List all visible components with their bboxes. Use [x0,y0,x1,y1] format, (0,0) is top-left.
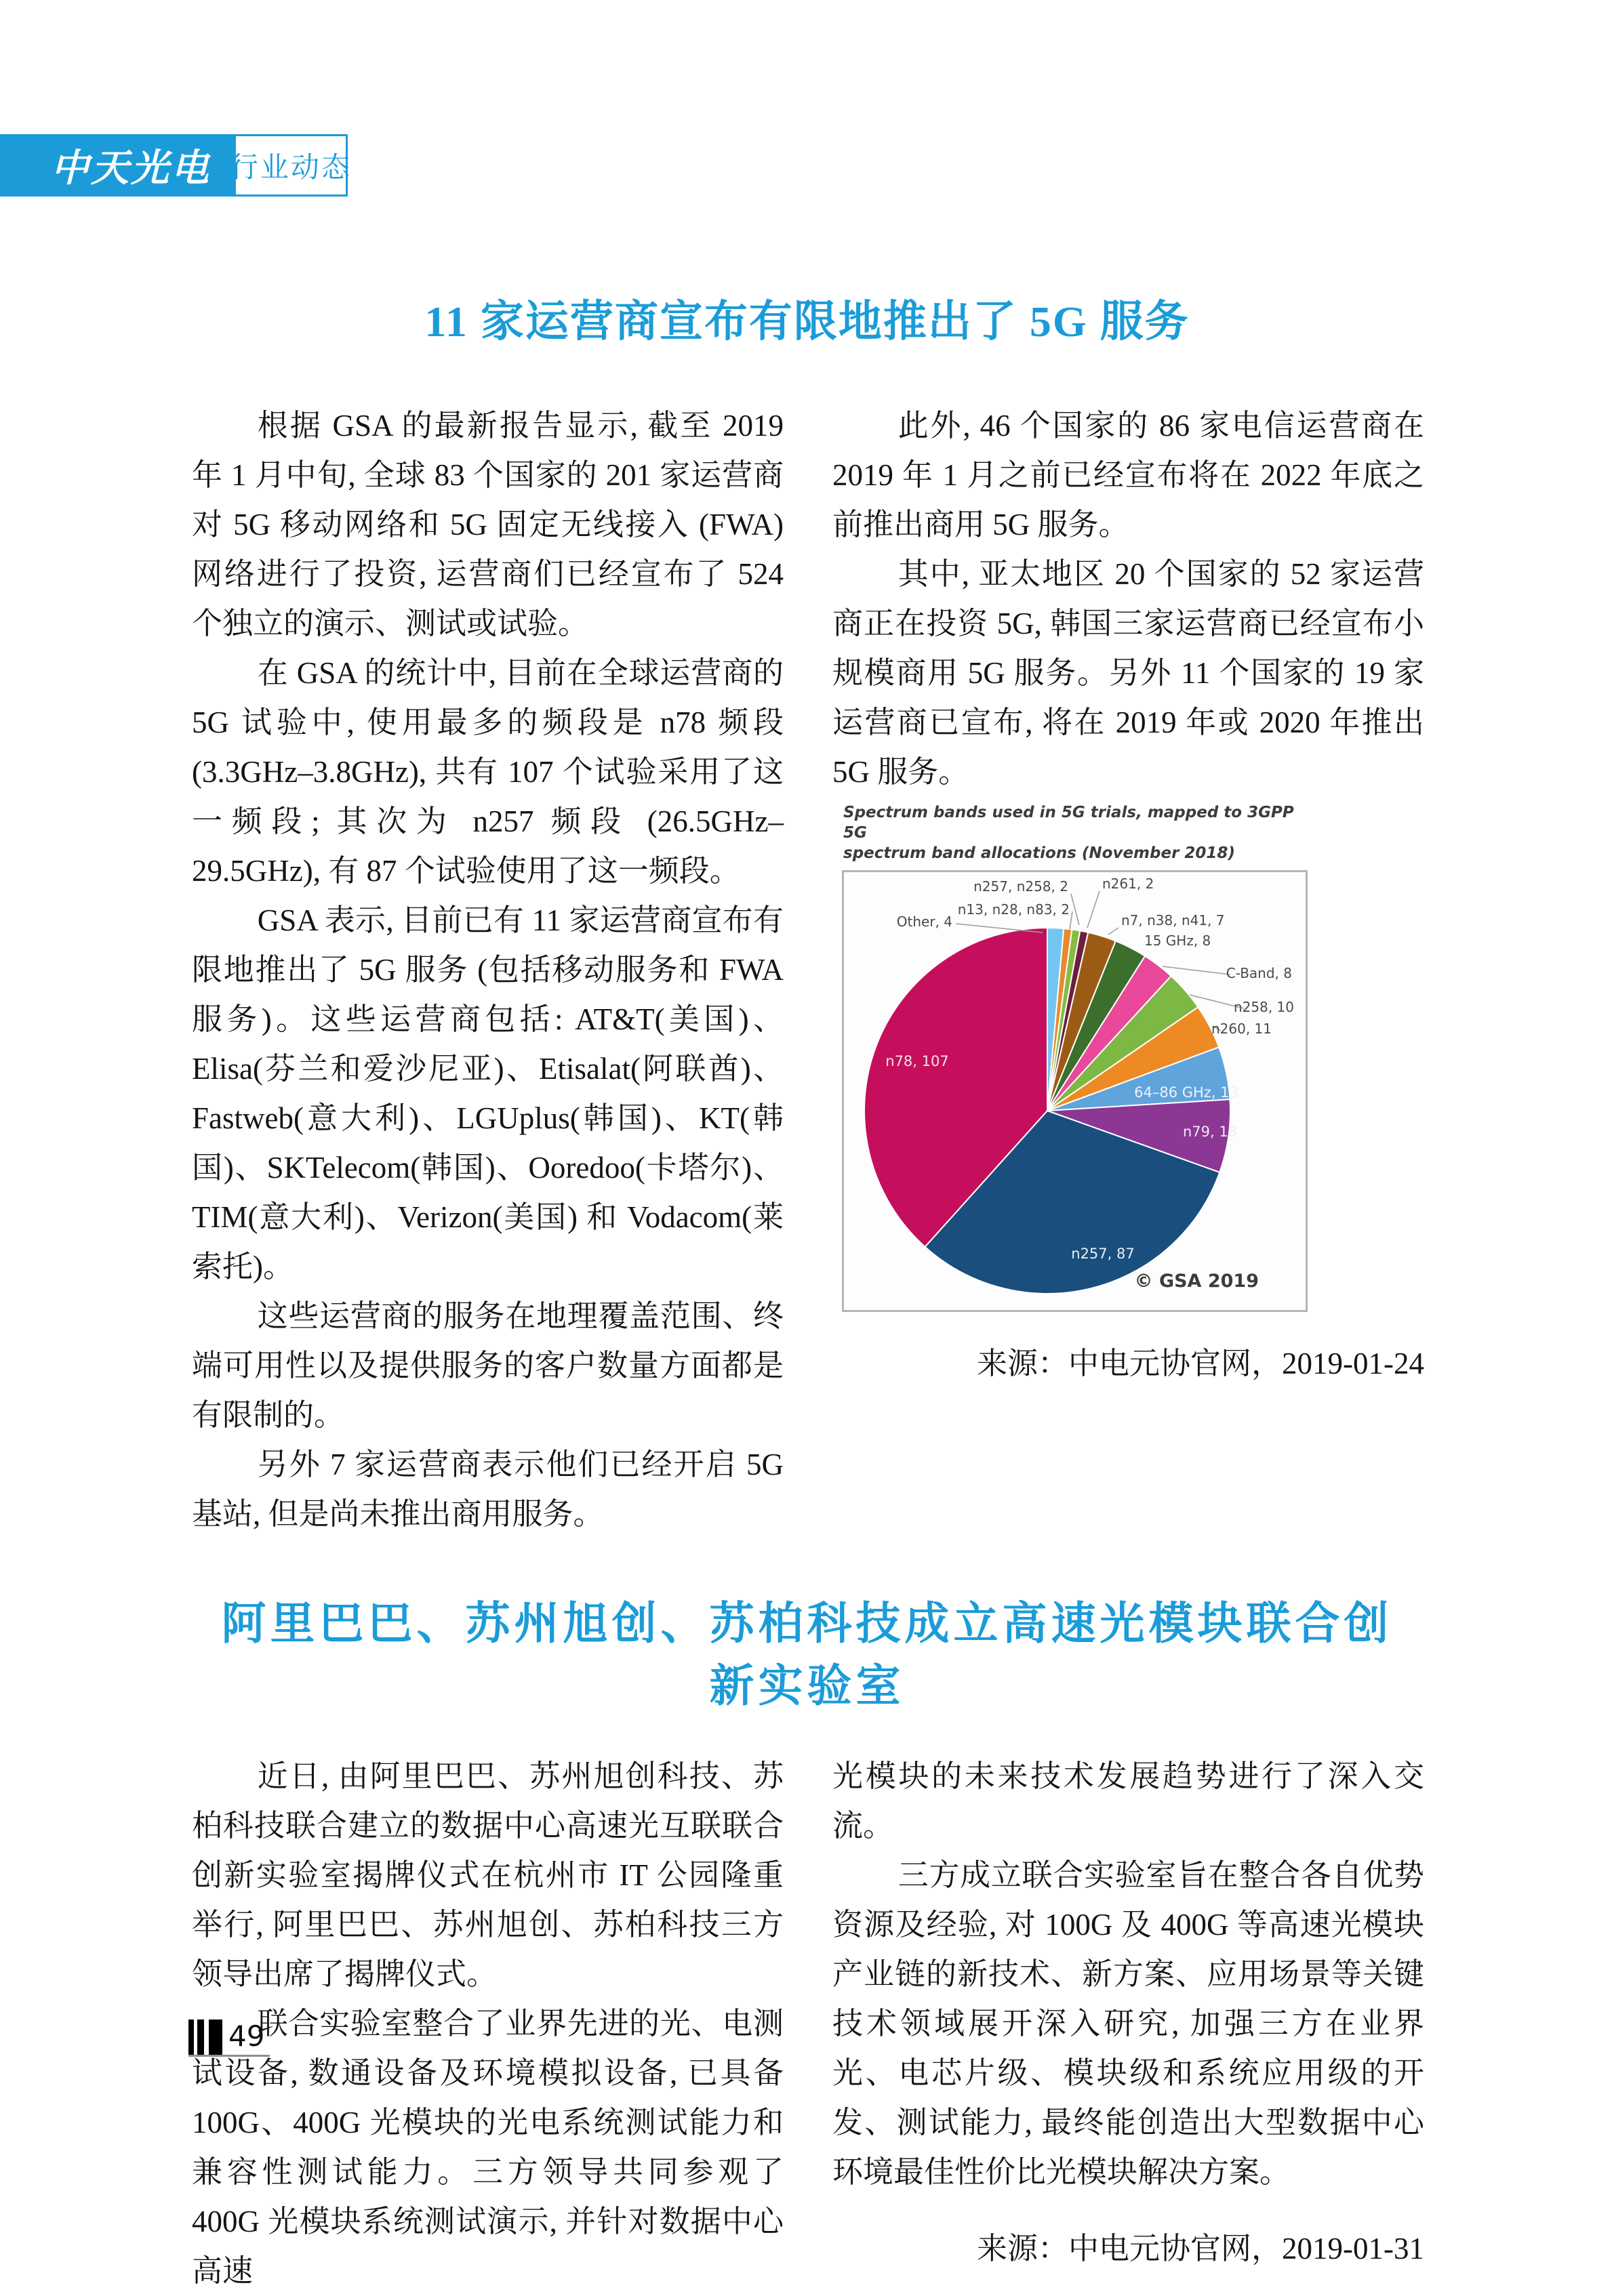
section-tab-label: 行业动态 [230,151,352,183]
pie-label-n7-n38-n41: n7, n38, n41, 7 [1121,912,1225,928]
pie-label-c-band: C-Band, 8 [1226,965,1292,981]
paragraph: 根据 GSA 的最新报告显示, 截至 2019 年 1 月中旬, 全球 83 个国家的 201 家运营商对 5G 移动网络和 5G 固定无线接入 (FWA) 网络进行了投资, 运营商们已经宣布了 524 个独立的演示、测试或试验。 [192,409,784,640]
article1-left-column [192,401,784,1539]
page-number: 49 [228,2020,265,2053]
paragraph: 另外 7 家运营商表示他们已经开启 5G 基站, 但是尚未推出商用服务。 [192,1448,784,1531]
pie-label-n78: n78, 107 [885,1053,949,1069]
article2-right-column [832,1752,1424,2296]
paragraph: GSA 表示, 目前已有 11 家运营商宣布有限地推出了 5G 服务 (包括移动服务和 FWA 服务)。这些运营商包括: AT&T(美国)、Elisa(芬兰和爱沙尼亚)、Etisalat(阿联酋)、Fastweb(意大利)、LGUplus(韩国)、KT(韩国)、SKTelecom(韩国)、Ooredoo(卡塔尔)、TIM(意大利)、Verizon(美国) 和 Vodacom(莱索托)。 [192,903,784,1284]
article2-source: 来源：中电元协官网，2019-01-31 [977,2232,1424,2266]
article1-title: 11 家运营商宣布有限地推出了 5G 服务 [424,298,1190,346]
article2-columns [192,1752,1424,2296]
pie-leader-n13-n28-n83 [1070,911,1072,929]
paragraph: 此外, 46 个国家的 86 家电信运营商在 2019 年 1 月之前已经宣布将在 2022 年底之前推出商用 5G 服务。 [832,409,1424,541]
pie-label-n260: n260, 11 [1211,1021,1272,1037]
pie-leader-n257-n258 [1071,894,1079,925]
pie-label-64-86ghz: 64–86 GHz, 13 [1134,1084,1238,1101]
pie-chart-frame [842,870,1308,1312]
paragraph: 联合实验室整合了业界先进的光、电测试设备, 数通设备及环境模拟设备, 已具备 100G、400G 光模块的光电系统测试能力和兼容性测试能力。三方领导共同参观了 400G 光模块系统测试演示, 并针对数据中心高速 [192,2007,784,2288]
pie-label-n13-n28-n83: n13, n28, n83, 2 [957,901,1070,918]
pie-label-15ghz: 15 GHz, 8 [1144,932,1211,949]
article2-left-column [192,1752,784,2296]
pie-leader-c-band [1163,966,1230,975]
pie-label-other: Other, 4 [896,914,952,930]
pie-leader-n261 [1087,891,1099,928]
page-number-bars [188,2020,222,2055]
article2-title-line1: 阿里巴巴、苏州旭创、苏柏科技成立高速光模块联合创 [221,1599,1393,1649]
paragraph: 近日, 由阿里巴巴、苏州旭创科技、苏柏科技联合建立的数据中心高速光互联联合创新实验室揭牌仪式在杭州市 IT 公园隆重举行, 阿里巴巴、苏州旭创、苏柏科技三方领导出席了揭牌仪式。 [192,1759,784,1991]
pie-label-n261: n261, 2 [1102,876,1154,892]
figure-title-line1: Spectrum bands used in 5G trials, mapped to 3GPP 5G [843,804,1294,842]
figure-title [843,802,1316,863]
paragraph: 其中, 亚太地区 20 个国家的 52 家运营商正在投资 5G, 韩国三家运营商已经宣布小规模商用 5G 服务。另外 11 个国家的 19 家运营商已宣布, 将在 2019 年或 2020 年推出 5G 服务。 [832,557,1424,789]
article1-source: 来源：中电元协官网，2019-01-24 [977,1347,1424,1380]
pie-chart [844,872,1306,1310]
figure-title-line2: spectrum band allocations (November 2018) [843,844,1235,862]
paragraph: 在 GSA 的统计中, 目前在全球运营商的 5G 试验中, 使用最多的频段是 n78 频段 (3.3GHz–3.8GHz), 共有 107 个试验采用了这一频段; 其次为 n257 频段 (26.5GHz–29.5GHz), 有 87 个试验使用了这一频段。 [192,656,784,888]
paragraph: 光模块的未来技术发展趋势进行了深入交流。 [832,1759,1424,1843]
pie-label-n258: n258, 10 [1233,999,1294,1015]
brand-logo: 中天光电 [51,148,211,190]
paragraph: 三方成立联合实验室旨在整合各自优势资源及经验, 对 100G 及 400G 等高速光模块产业链的新技术、新方案、应用场景等关键技术领域展开深入研究, 加强三方在业界光、电芯片级、模块级和系统应用级的开发、测试能力, 最终能创造出大型数据中心环境最佳性价比光模块解决方案。 [832,1858,1424,2189]
pie-label-n257-n258: n257, n258, 2 [973,878,1068,895]
pie-leader-n7-n38-n41 [1108,928,1118,935]
article1-columns [192,401,1424,1539]
article2-right-text [832,1752,1424,2197]
pie-label-n257: n257, 87 [1071,1246,1135,1262]
article1-right-text [832,401,1424,797]
chart-credit: © GSA 2019 [1134,1271,1259,1292]
pie-label-n79: n79, 18 [1182,1124,1238,1140]
page-footer [188,2020,270,2057]
paragraph: 这些运营商的服务在地理覆盖范围、终端可用性以及提供服务的客户数量方面都是有限制的。 [192,1299,784,1432]
spectrum-figure [842,802,1316,1312]
article2-title [192,1593,1422,1718]
article1-right-column [832,401,1424,1539]
article2-title-line2: 新实验室 [709,1662,905,1711]
